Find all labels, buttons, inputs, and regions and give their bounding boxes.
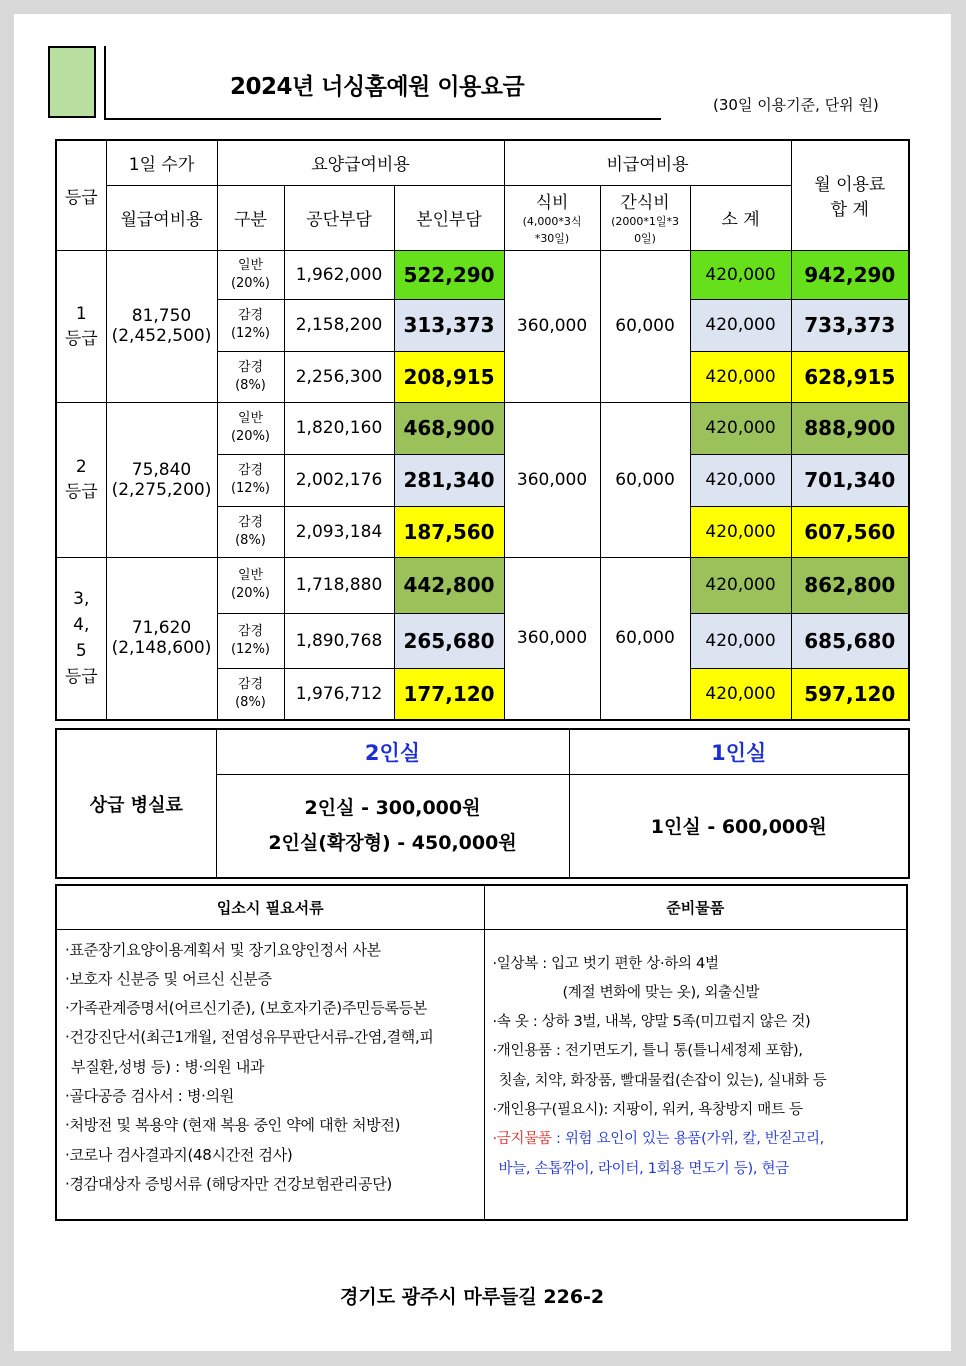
subtotal-value: 420,000 [690, 299, 791, 351]
list-item: ·표준장기요양이용계획서 및 장기요양인정서 사본 [65, 940, 381, 959]
header-non-benefit-cost: 비급여비용 [504, 140, 791, 185]
documents-table [55, 884, 908, 1221]
category-cell [217, 351, 284, 402]
room-fee-table [55, 728, 910, 879]
meal-value: 360,000 [504, 402, 600, 557]
list-item: ·개인용구(필요시): 지팡이, 워커, 욕창방지 매트 등 [492, 1101, 803, 1118]
category-rate: (8%) [235, 377, 266, 393]
category-rate: (12%) [230, 481, 271, 496]
title-underline [104, 118, 661, 120]
public-share-value: 2,002,176 [284, 454, 394, 506]
meal-value: 360,000 [504, 557, 600, 720]
category-rate: (20%) [230, 586, 271, 601]
header-daily-fee: 1일 수가 [106, 140, 217, 185]
subtotal-value: 420,000 [690, 454, 791, 506]
monthly-benefit: (2,452,500) [111, 326, 212, 346]
public-share-value: 2,158,200 [284, 299, 394, 351]
public-share-value: 1,962,000 [284, 250, 394, 299]
list-item [493, 1125, 903, 1154]
header-snack [600, 185, 690, 250]
title-accent-box [48, 46, 96, 118]
header-snack-line3: 0일) [634, 232, 656, 245]
header-total [791, 140, 909, 250]
category-rate: (20%) [230, 275, 271, 291]
total-value: 607,560 [791, 506, 909, 557]
total-value: 733,373 [791, 299, 909, 351]
header-category: 구분 [217, 185, 284, 250]
self-share-value: 468,900 [394, 402, 504, 454]
list-item: ·골다공증 검사서 : 병·의원 [65, 1086, 234, 1105]
category-cell [217, 299, 284, 351]
total-value: 628,915 [791, 351, 909, 402]
list-item: ·경감대상자 증빙서류 (해당자만 건강보험관리공단) [65, 1174, 392, 1193]
self-share-value: 177,120 [394, 668, 504, 720]
category-cell [217, 613, 284, 668]
list-item: ·코로나 검사결과지(48시간전 검사) [65, 1145, 293, 1164]
category-label: 감경 [237, 676, 264, 692]
category-cell [217, 668, 284, 720]
preparation-items-header: 준비물품 [484, 885, 907, 929]
one-person-room-header: 1인실 [569, 729, 909, 774]
required-documents-header: 입소시 필요서류 [56, 885, 484, 929]
total-value: 862,800 [791, 557, 909, 613]
daily-fee: 75,840 [131, 459, 192, 480]
category-cell [217, 506, 284, 557]
self-share-value: 265,680 [394, 613, 504, 668]
header-public-share: 공단부담 [284, 185, 394, 250]
self-share-value: 313,373 [394, 299, 504, 351]
two-person-room-header: 2인실 [216, 729, 569, 774]
self-share-value: 208,915 [394, 351, 504, 402]
monthly-benefit: (2,275,200) [111, 479, 212, 500]
category-cell [217, 402, 284, 454]
snack-value: 60,000 [600, 557, 690, 720]
subtotal-value: 420,000 [690, 402, 791, 454]
daily-fee-cell [106, 250, 217, 402]
header-benefit-cost: 요양급여비용 [217, 140, 504, 185]
grade-label: 3, [73, 589, 90, 610]
self-share-value: 522,290 [394, 250, 504, 299]
subtotal-value: 420,000 [690, 613, 791, 668]
grade-label: 2 [75, 457, 87, 477]
required-documents-list [56, 929, 484, 1220]
address: 경기도 광주시 마루들길 226-2 [340, 1286, 605, 1308]
category-cell [217, 250, 284, 299]
header-snack-line1: 간식비 [620, 193, 670, 213]
grade-cell [56, 402, 106, 557]
grade-label: 1 [75, 303, 87, 324]
category-label: 감경 [237, 623, 264, 639]
header-meal-line1: 식비 [535, 193, 569, 213]
grade-label: 등급 [64, 667, 98, 688]
daily-fee: 71,620 [131, 618, 192, 639]
title-divider-vertical [104, 46, 106, 120]
list-item: 부질환,성병 등) : 병·의원 내과 [71, 1057, 265, 1076]
category-rate: (20%) [230, 429, 271, 444]
category-rate: (12%) [230, 641, 271, 657]
category-rate: (12%) [230, 326, 271, 341]
grade-label: 등급 [64, 328, 98, 349]
public-share-value: 1,890,768 [284, 613, 394, 668]
header-total-line1: 월 이용료 [814, 175, 886, 196]
list-item: ·가족관계증명서(어르신기준), (보호자기준)주민등록등본 [65, 999, 427, 1018]
room-fee-label: 상급 병실료 [56, 729, 216, 878]
meal-value: 360,000 [504, 250, 600, 402]
category-label: 감경 [237, 359, 264, 375]
grade-cell [56, 250, 106, 402]
category-rate: (8%) [235, 694, 266, 710]
public-share-value: 1,976,712 [284, 668, 394, 720]
header-grade: 등급 [56, 140, 106, 250]
list-item: ·일상복 : 입고 벗기 편한 상·하의 4벌 [492, 955, 719, 972]
header-meal-line3: *30일) [534, 232, 570, 245]
preparation-items-list [484, 929, 907, 1220]
daily-fee: 81,750 [131, 306, 192, 326]
list-item: ·보호자 신분증 및 어르신 신분증 [65, 969, 272, 988]
grade-label: 5 [75, 641, 87, 662]
list-item: ·건강진단서(최근1개월, 전염성유무판단서류-간염,결핵,피 [65, 1028, 434, 1047]
grade-label: 4, [73, 615, 90, 636]
page-title: 2024년 너싱홈예원 이용요금 [230, 74, 525, 100]
category-label: 감경 [237, 308, 264, 323]
forbidden-items-label: ·금지물품 [492, 1131, 552, 1148]
self-share-value: 187,560 [394, 506, 504, 557]
list-item: ·속 옷 : 상하 3벌, 내복, 양말 5족(미끄럽지 않은 것) [492, 1014, 811, 1031]
subtotal-value: 420,000 [690, 557, 791, 613]
self-share-value: 281,340 [394, 454, 504, 506]
category-label: 감경 [237, 463, 264, 478]
list-item: 칫솔, 치약, 화장품, 빨대물컵(손잡이 있는), 실내화 등 [498, 1072, 827, 1089]
fee-table [55, 139, 910, 721]
category-label: 일반 [237, 568, 264, 583]
snack-value: 60,000 [600, 250, 690, 402]
list-item: ·개인용품 : 전기면도기, 틀니 통(틀니세정제 포함), [492, 1043, 803, 1060]
category-cell [217, 454, 284, 506]
public-share-value: 2,093,184 [284, 506, 394, 557]
daily-fee-cell [106, 402, 217, 557]
snack-value: 60,000 [600, 402, 690, 557]
list-item: (계절 변화에 맞는 옷), 외출신발 [562, 984, 760, 1001]
subtotal-value: 420,000 [690, 351, 791, 402]
subtotal-value: 420,000 [690, 506, 791, 557]
grade-cell [56, 557, 106, 720]
public-share-value: 1,820,160 [284, 402, 394, 454]
header-snack-line2: (2000*1일*3 [611, 215, 679, 228]
header-total-line2: 합 계 [830, 200, 869, 221]
header-meal-line2: (4,000*3식 [522, 215, 582, 228]
monthly-benefit: (2,148,600) [111, 638, 212, 659]
header-self-share: 본인부담 [394, 185, 504, 250]
category-label: 일반 [237, 411, 264, 426]
forbidden-items-text: : 위험 요인이 있는 용품(가위, 칼, 반짇고리, [551, 1131, 824, 1148]
two-person-room-prices [216, 774, 569, 878]
subtotal-value: 420,000 [690, 668, 791, 720]
category-label: 일반 [237, 257, 264, 273]
total-value: 701,340 [791, 454, 909, 506]
one-person-room-price: 1인실 - 600,000원 [569, 774, 909, 878]
two-person-room-price: 2인실 - 300,000원 [304, 796, 481, 819]
list-item: ·처방전 및 복용약 (현재 복용 중인 약에 대한 처방전) [65, 1116, 401, 1135]
daily-fee-cell [106, 557, 217, 720]
public-share-value: 1,718,880 [284, 557, 394, 613]
category-cell [217, 557, 284, 613]
header-monthly-benefit: 월급여비용 [106, 185, 217, 250]
two-person-extended-room-price: 2인실(확장형) - 450,000원 [268, 831, 517, 854]
category-label: 감경 [237, 514, 264, 530]
header-subtotal: 소 계 [690, 185, 791, 250]
unit-note: (30일 이용기준, 단위 원) [713, 96, 879, 114]
grade-label: 등급 [64, 482, 98, 502]
total-value: 685,680 [791, 613, 909, 668]
category-rate: (8%) [235, 532, 266, 548]
total-value: 888,900 [791, 402, 909, 454]
total-value: 597,120 [791, 668, 909, 720]
public-share-value: 2,256,300 [284, 351, 394, 402]
self-share-value: 442,800 [394, 557, 504, 613]
header-meal [504, 185, 600, 250]
list-item: 바늘, 손톱깎이, 라이터, 1회용 면도기 등), 현금 [498, 1160, 789, 1177]
total-value: 942,290 [791, 250, 909, 299]
subtotal-value: 420,000 [690, 250, 791, 299]
